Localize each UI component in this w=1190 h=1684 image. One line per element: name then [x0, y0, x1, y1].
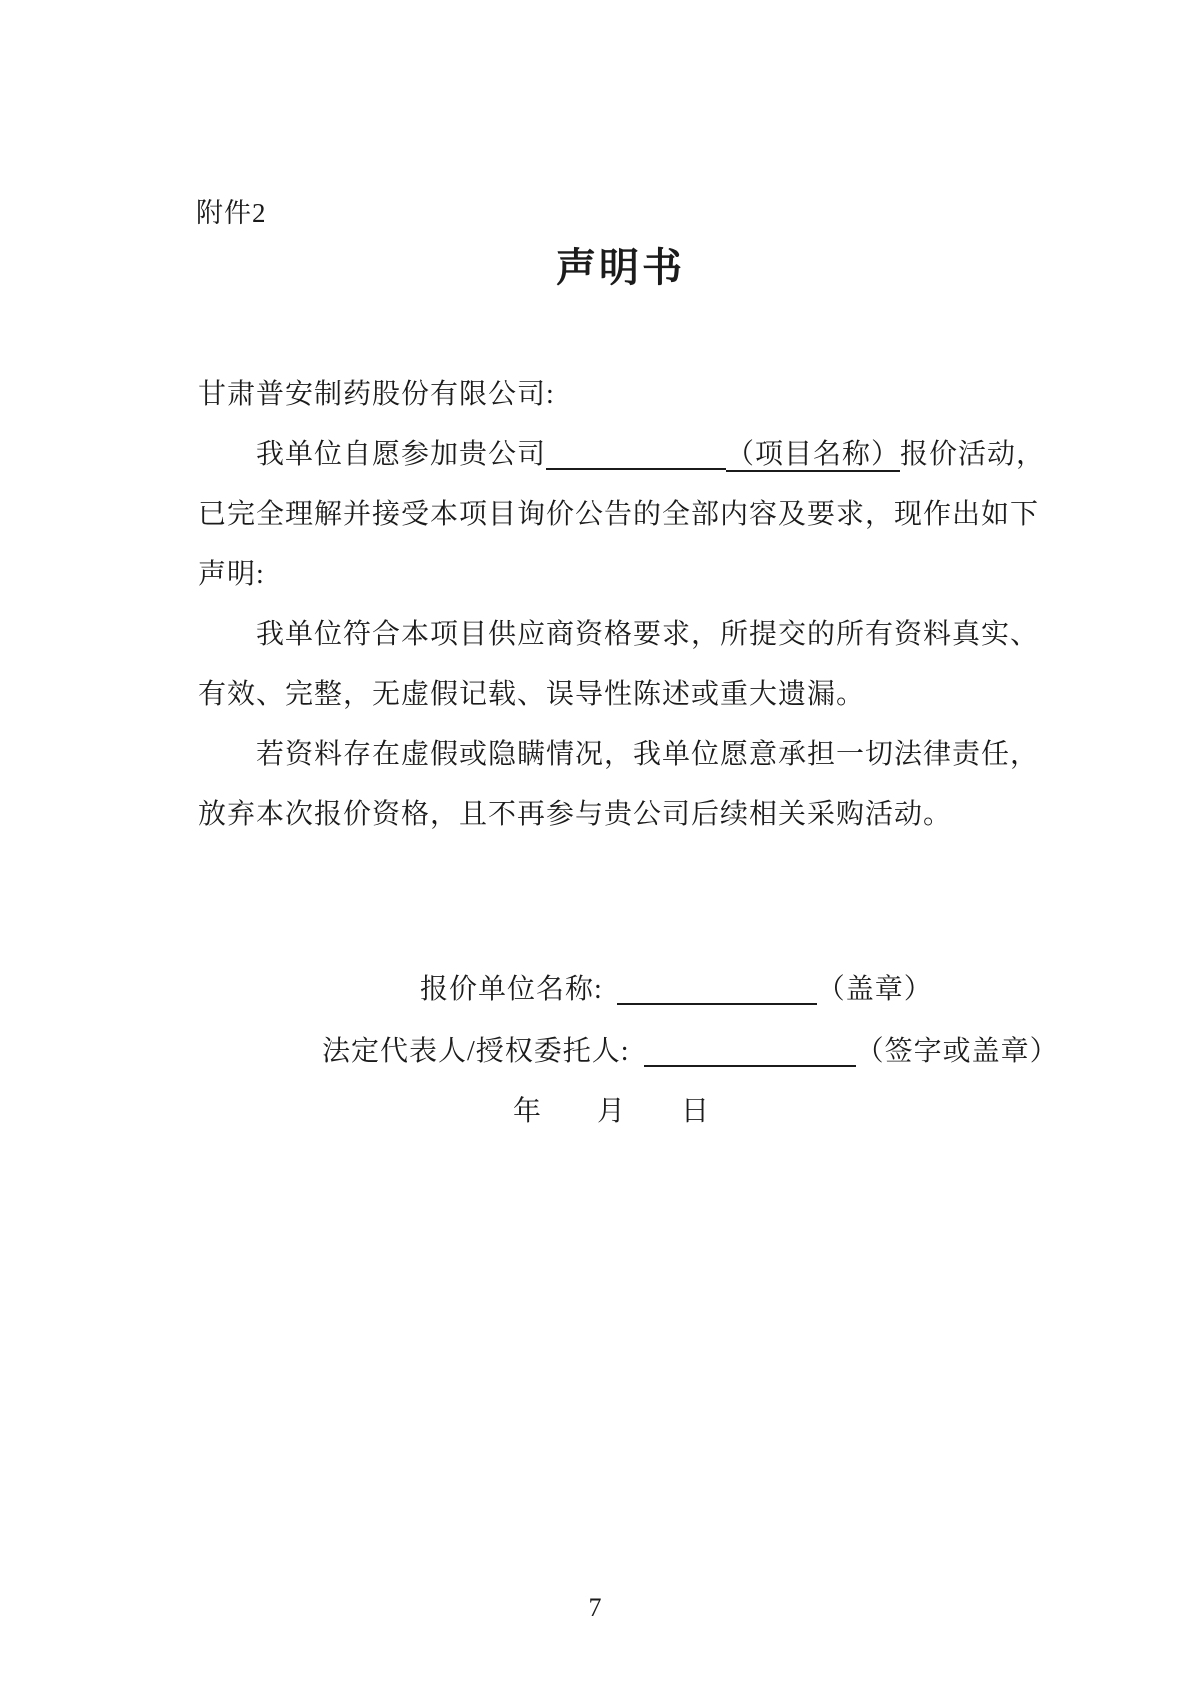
attachment-label: 附件2 — [196, 198, 267, 228]
paragraph1-line3 — [198, 545, 1098, 605]
representative-seal-note: （签字或盖章） — [855, 1036, 1059, 1067]
paragraph1-line1 — [198, 425, 1098, 485]
company-name-label: 报价单位名称: — [420, 974, 603, 1005]
p1-line2-text: 已完全理解并接受本项目询价公告的全部内容及要求，现作出如下 — [198, 499, 1040, 530]
representative-label: 法定代表人/授权委托人: — [322, 1036, 630, 1067]
recipient-text: 甘肃普安制药股份有限公司: — [198, 379, 555, 410]
date-month-label: 月 — [597, 1096, 626, 1127]
representative-blank-field — [644, 1064, 856, 1067]
paragraph3-line2 — [198, 785, 1098, 845]
date-year-label: 年 — [513, 1096, 542, 1127]
paragraph2-line1 — [198, 605, 1098, 665]
document-body — [198, 365, 1098, 845]
project-name-blank-field — [546, 467, 726, 470]
company-name-blank-field — [617, 1002, 817, 1005]
p2-line2-text: 有效、完整，无虚假记载、误导性陈述或重大遗漏。 — [198, 679, 866, 710]
p1-text-after-blank: 报价活动， — [900, 439, 1046, 470]
signature-representative-row — [322, 1024, 1059, 1080]
date-line — [513, 1084, 709, 1140]
paragraph3-line1 — [198, 725, 1098, 785]
paragraph1-line2 — [198, 485, 1098, 545]
page-number: 7 — [588, 1593, 602, 1622]
paragraph2-line2 — [198, 665, 1098, 725]
project-name-annotation: （项目名称） — [726, 439, 901, 470]
signature-company-row — [420, 962, 933, 1018]
document-title: 声明书 — [556, 245, 685, 290]
recipient-line — [198, 365, 1098, 425]
company-seal-note: （盖章） — [816, 974, 933, 1005]
p1-line3-text: 声明: — [198, 559, 265, 590]
p1-text-before-blank: 我单位自愿参加贵公司 — [256, 439, 547, 470]
p3-line1-text: 若资料存在虚假或隐瞒情况，我单位愿意承担一切法律责任， — [256, 739, 1040, 770]
p3-line2-text: 放弃本次报价资格，且不再参与贵公司后续相关采购活动。 — [198, 799, 953, 830]
date-day-label: 日 — [681, 1096, 710, 1127]
p2-line1-text: 我单位符合本项目供应商资格要求，所提交的所有资料真实、 — [256, 619, 1040, 650]
